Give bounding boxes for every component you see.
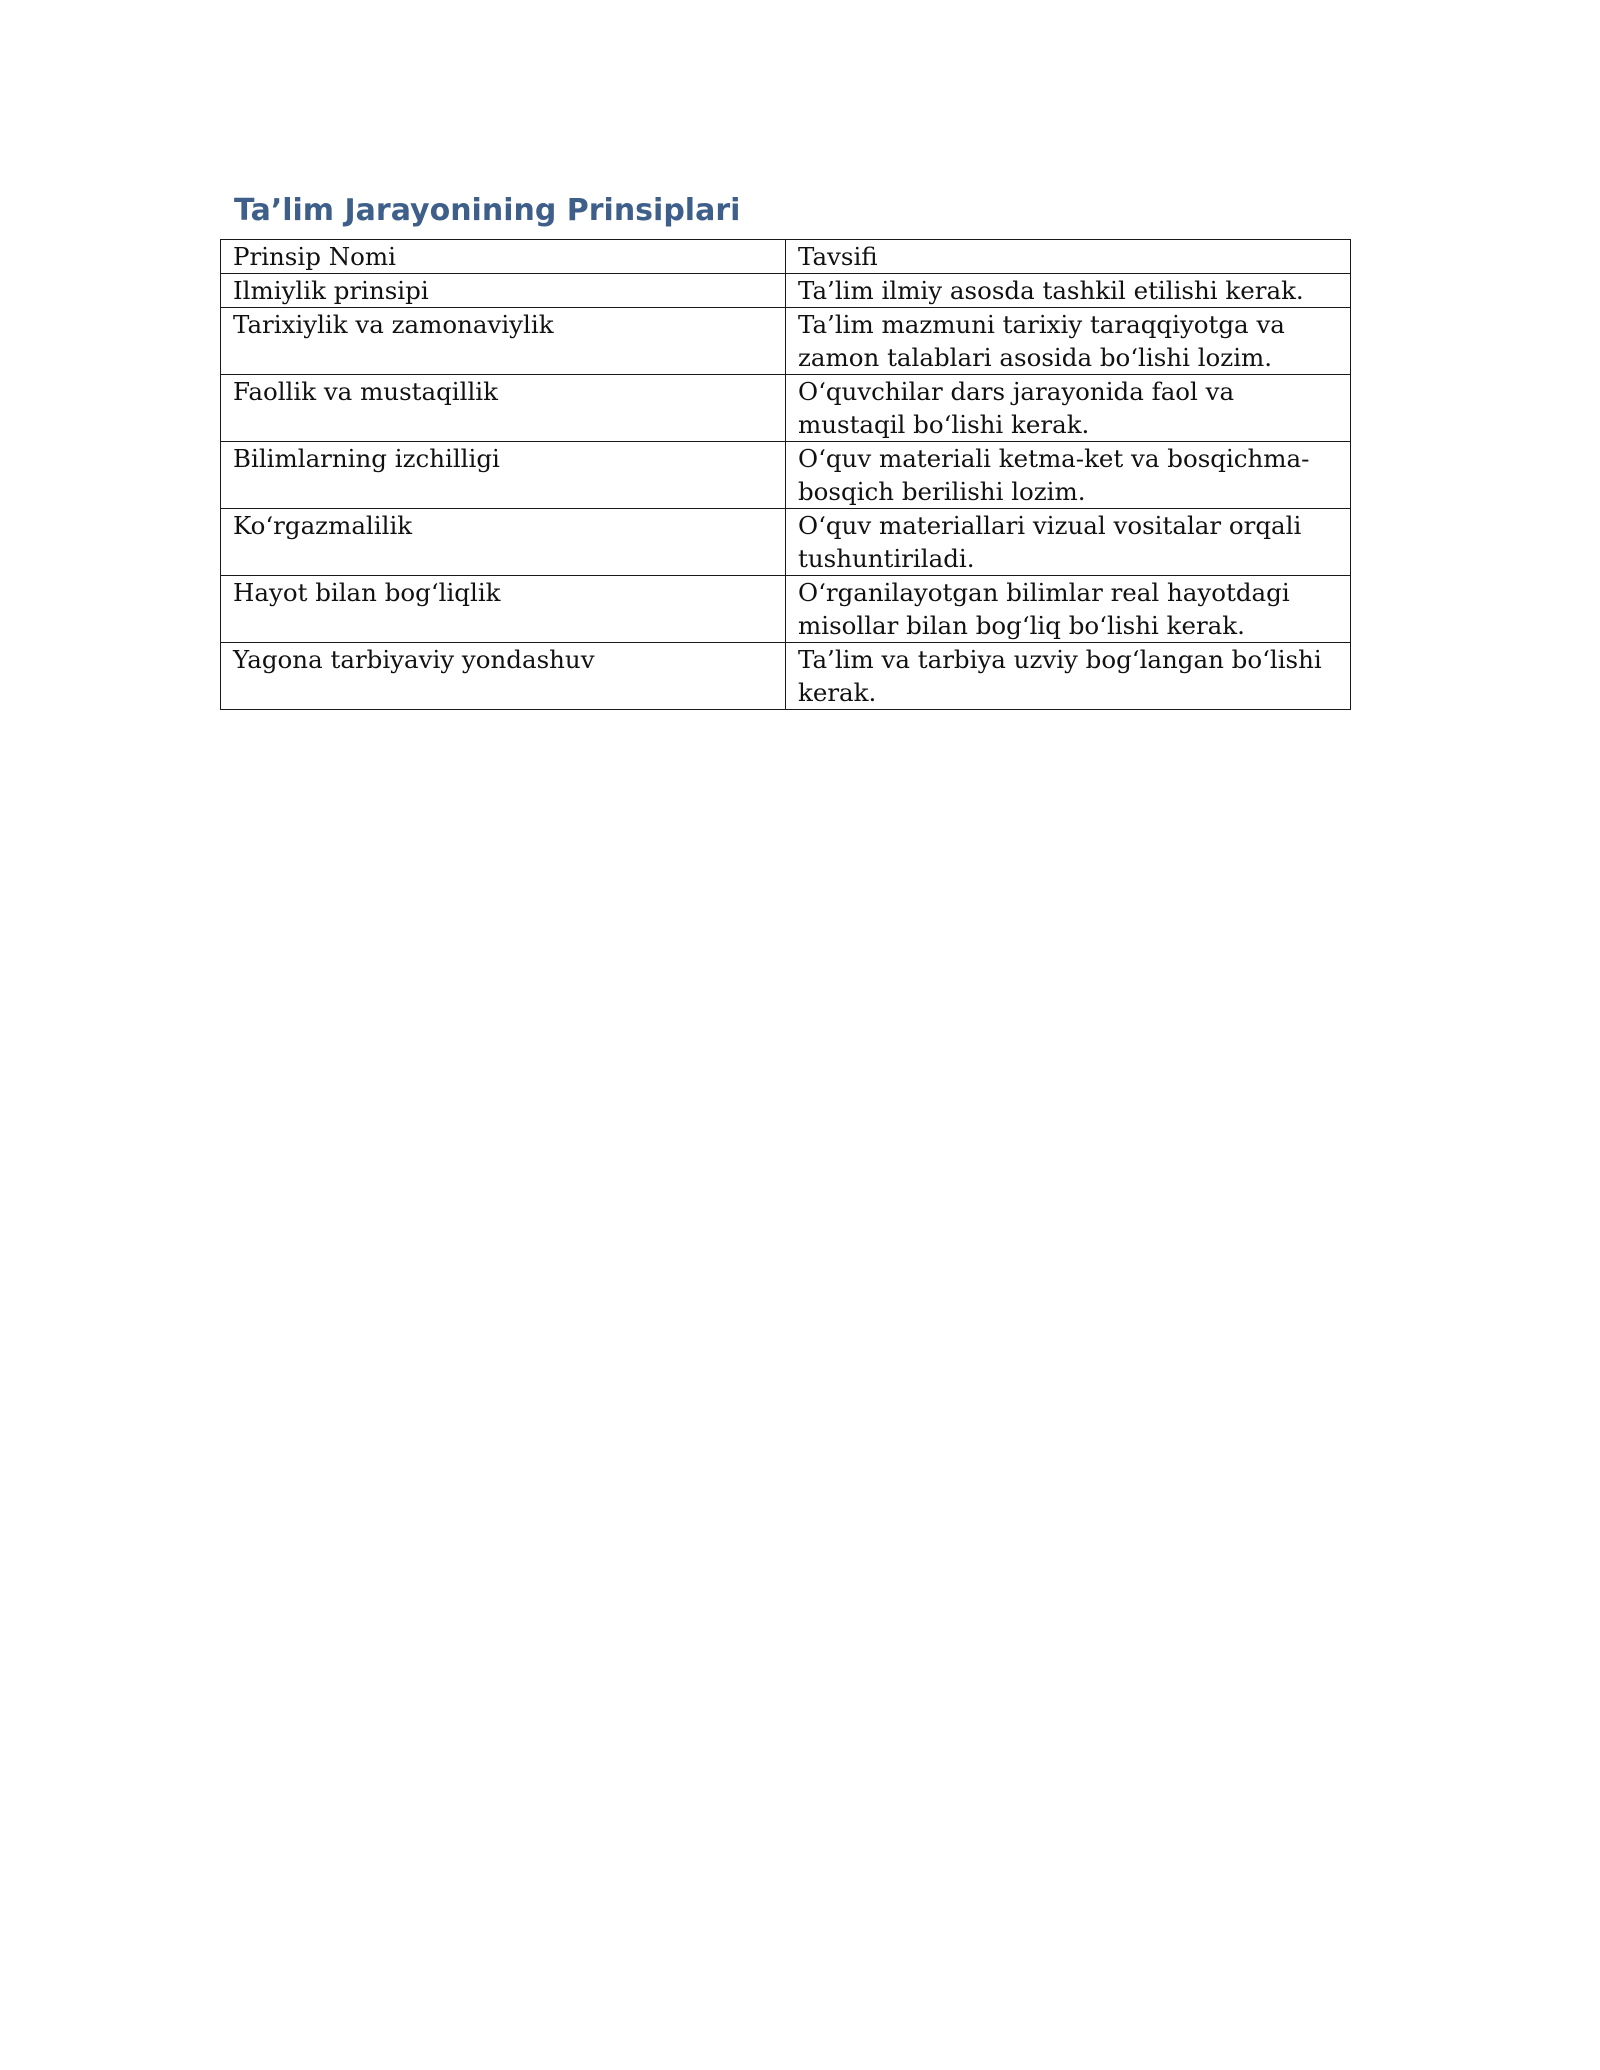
principle-name-cell: Yagona tarbiyaviy yondashuv <box>221 643 786 710</box>
principle-description-cell: Ta’lim va tarbiya uzviy bog‘langan bo‘lishi kerak. <box>786 643 1351 710</box>
principle-name-cell: Ko‘rgazmalilik <box>221 509 786 576</box>
principle-name-cell: Bilimlarning izchilligi <box>221 442 786 509</box>
table-header-cell: Tavsifi <box>786 240 1351 274</box>
principle-name-cell: Ilmiylik prinsipi <box>221 274 786 308</box>
principle-description-cell: Ta’lim ilmiy asosda tashkil etilishi kerak. <box>786 274 1351 308</box>
table-row <box>221 509 1351 576</box>
principle-name-cell: Faollik va mustaqillik <box>221 375 786 442</box>
principle-description-cell: O‘quv materiali ketma-ket va bosqichma-bosqich berilishi lozim. <box>786 442 1351 509</box>
principle-description-cell: O‘quvchilar dars jarayonida faol va mustaqil bo‘lishi kerak. <box>786 375 1351 442</box>
table-row <box>221 375 1351 442</box>
principle-description-cell: O‘rganilayotgan bilimlar real hayotdagi misollar bilan bog‘liq bo‘lishi kerak. <box>786 576 1351 643</box>
table-header-cell: Prinsip Nomi <box>221 240 786 274</box>
table-row <box>221 576 1351 643</box>
principle-description-cell: O‘quv materiallari vizual vositalar orqali tushuntiriladi. <box>786 509 1351 576</box>
table-row <box>221 274 1351 308</box>
table-header-row <box>221 240 1351 274</box>
table-row <box>221 643 1351 710</box>
document-title: Ta’lim Jarayonining Prinsiplari <box>234 193 741 228</box>
principle-description-cell: Ta’lim mazmuni tarixiy taraqqiyotga va zamon talablari asosida bo‘lishi lozim. <box>786 308 1351 375</box>
principle-name-cell: Hayot bilan bog‘liqlik <box>221 576 786 643</box>
principle-name-cell: Tarixiylik va zamonaviylik <box>221 308 786 375</box>
table-row <box>221 442 1351 509</box>
table-row <box>221 308 1351 375</box>
principles-table <box>220 239 1351 710</box>
